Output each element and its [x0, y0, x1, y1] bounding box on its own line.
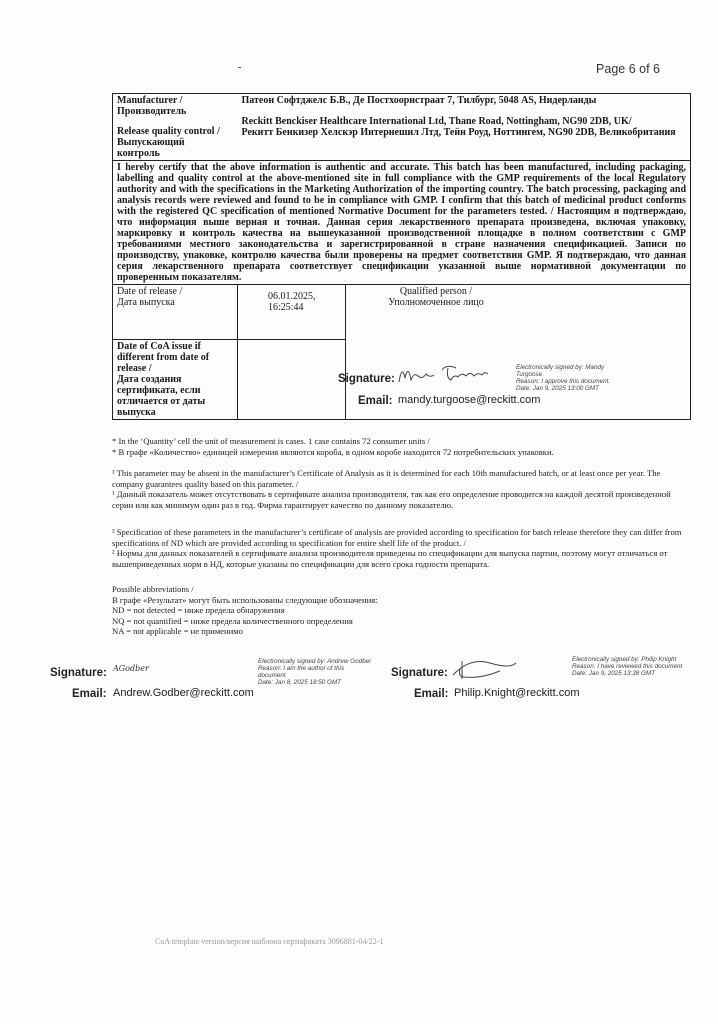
certification-row — [113, 161, 691, 285]
release-time: 16:25:44 — [268, 302, 304, 313]
qp-email[interactable]: mandy.turgoose@reckitt.com — [398, 394, 541, 406]
reviewer-esig: Electronically signed by: Philip Knight Reason: I have reviewed this document Date: Jan 9, 2025 13:38 GMT — [572, 656, 683, 677]
manufacturer-value: Патеон Софтджелс Б.В., Де Постхоорнстраат 7, Тилбург, 5048 AS, Нидерланды — [241, 95, 597, 106]
release-date-row — [113, 285, 691, 340]
release-date: 06.01.2025, — [268, 291, 316, 302]
author-esig: Electronically signed by: Andrew Godber Reason: I am the author of this document Date: Jan 8, 2025 18:50 GMT — [258, 658, 372, 686]
manufacturer-row — [113, 94, 691, 161]
manufacturer-label-ru: Производитель — [117, 106, 187, 117]
release-control-value: Reckitt Benckiser Healthcare International Ltd, Thane Road, Nottingham, NG90 2DB, UK/ — [241, 116, 632, 127]
abbr-na: NA = not applicable = не применимо — [112, 626, 243, 637]
author-email[interactable]: Andrew.Godber@reckitt.com — [113, 687, 254, 699]
qp-email-label: Email: — [358, 395, 393, 407]
author-email-label: Email: — [72, 688, 107, 700]
release-label: Date of release / — [117, 286, 183, 297]
coa-issue-label: Date of CoA issue if different from date of release / — [117, 341, 210, 374]
release-control-value-ru: Рекитт Бенкизер Хелскэр Интернешил Лтд, Тейн Роуд, Ноттингем, NG90 2DB, Великобритания — [241, 127, 676, 138]
coa-issue-label-cell — [113, 340, 238, 420]
qp-signature-scribble — [396, 360, 491, 388]
release-control-label-ru: Выпускающий контроль — [117, 137, 185, 159]
qp-label-ru: Уполномоченное лицо — [388, 297, 484, 308]
release-label-ru: Дата выпуска — [117, 297, 175, 308]
certification-text: I hereby certify that the above information is authentic and accurate. This batch has been manufactured, including packaging, labelling and quality control at the above-mentioned site in full compliance with the GMP requirements of the local Regulatory authority and with the specifications in the Marketing Authorization of the importing country. The batch processing, packaging and analysis records were reviewed and found to be in compliance with GMP. I confirm that this batch of medicinal product conforms with the registered QC specification of mentioned Normative Document for the parameters tested. / Настоящим я подтверждаю, что информация выше верная и точная. Данная серия лекарственного препарата произведена, включая упаковку, маркировку и контроль качества на вышеуказанной производственной площадке в полном соответствии с GMP требованиями местного законодательства и зарегистрированной в стране назначения спецификацией. Записи по производству, упаковке, контролю качества были проверены на предмет соответствия GMP. Я подтверждаю, что данная серия лекарственного препарата соответствует спецификации указанной выше нормативной документации по проверенным показателям. — [113, 161, 691, 285]
footnote-1: ¹ This parameter may be absent in the manufacturer’s Certificate of Analysis as it is determined for each 10th manufactured batch, or at least once per year. The company guarantees quality based on this parameter. / ¹ Данный показатель может отсутствовать в сертификате анализа производителя, так как его определение проводится на каждой десятой произведенной серии или как минимум один раз в год. Фирма гарантирует качество по данному показателю. — [112, 468, 671, 510]
page-number: Page 6 of 6 — [596, 62, 660, 76]
reviewer-email-label: Email: — [414, 688, 449, 700]
abbreviations: Possible abbreviations / В графе «Результат» могут быть использованы следующие обозначения: ND = not detected = ниже предела обнаружения NQ = not quantified = ниже предела количественного определения NA = not applicable = не применимо — [112, 584, 692, 637]
author-signature-scribble: AGodber — [113, 664, 149, 673]
author-signature-label: Signature: — [50, 667, 107, 679]
manufacturer-label-cell — [113, 94, 238, 161]
qp-signature-label: Signature: — [338, 373, 395, 385]
manufacturer-value-cell — [238, 94, 691, 161]
reviewer-signature-scribble — [450, 655, 520, 681]
quantity-note: * In the ‘Quantity’ cell the unit of measurement is cases. 1 case contains 72 consumer units / * В графе «Количество» единицей измерения являются короба, в одном коробе находится 72 потребительских упаковки. — [112, 436, 554, 457]
reviewer-email[interactable]: Philip.Knight@reckitt.com — [454, 687, 580, 699]
release-datetime-cell — [238, 285, 346, 340]
qp-esig: Electronically signed by: Mandy Turgoose Reason: I approve this document. Date: Jan 9, 2025 13:00 GMT — [516, 364, 611, 392]
reviewer-signature-label: Signature: — [391, 667, 448, 679]
stray-mark: - — [238, 62, 242, 73]
abbr-nd: ND = not detected = ниже предела обнаружения — [112, 605, 285, 616]
qp-label: Qualified person / — [399, 286, 473, 297]
abbr-nq: NQ = not quantified = ниже предела количественного определения — [112, 615, 353, 626]
coa-issue-label-ru: Дата создания сертификата, если отличается от даты выпуска — [117, 374, 206, 418]
release-label-cell — [113, 285, 238, 340]
footnote-2: ² Specification of these parameters in the manufacturer’s certificate of analysis are provided according to specification for batch release therefore they can differ from specifications of ND which are provided according to specification for entire shelf life of the product. / ² Нормы для данных показателей в сертификате анализа производителя приведены по спецификации для выпуска партии, поэтому могут отличаться от вышеприведенных норм в НД, которые указаны по спецификации для всего срока годности препарата. — [112, 527, 682, 569]
release-control-label: Release quality control / — [117, 126, 220, 137]
coa-issue-value-cell — [238, 340, 346, 420]
template-version-footer: CoA template version/версия шаблона сертификата 3096881-04/22-1 — [155, 937, 384, 946]
manufacturer-label: Manufacturer / — [117, 95, 183, 106]
